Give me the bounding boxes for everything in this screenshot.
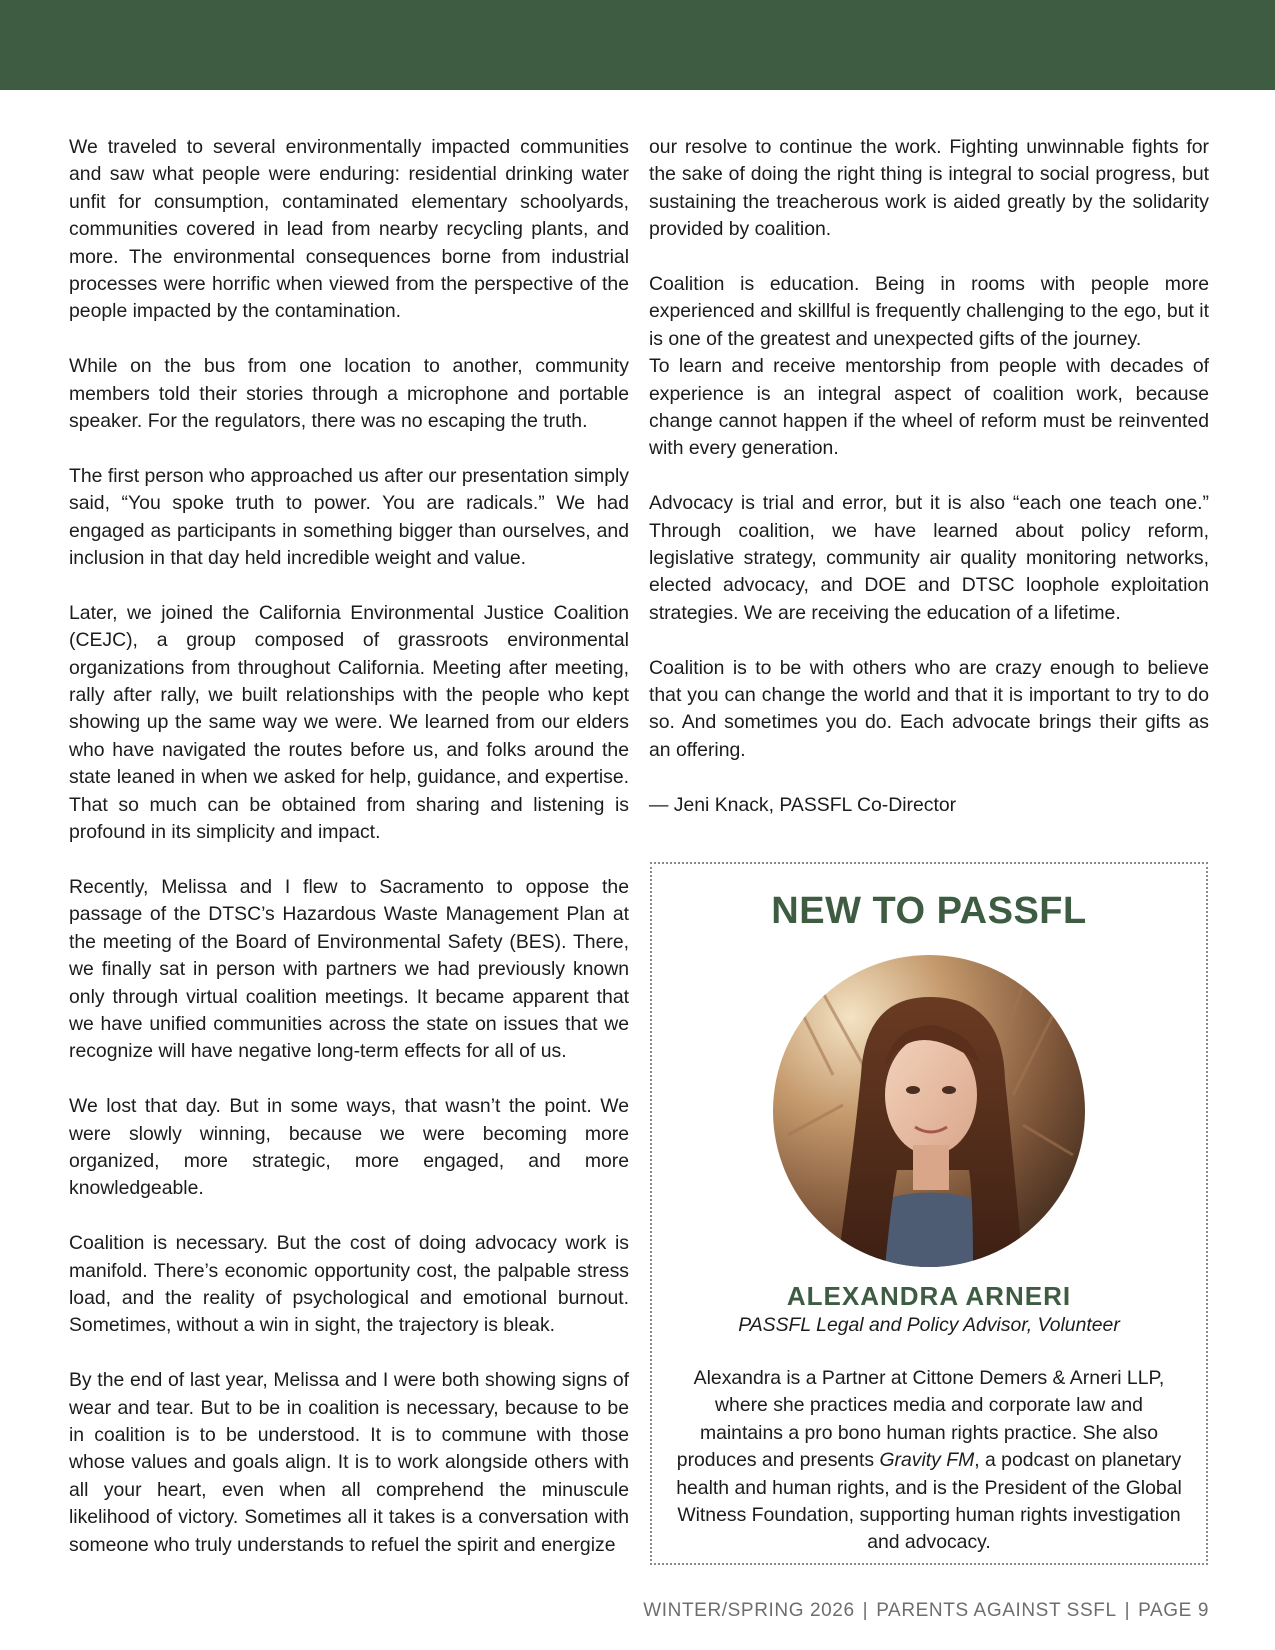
header-bar	[0, 0, 1275, 90]
article-paragraph: We traveled to several environmentally impacted communities and saw what people were enduring: residential drinking water unfit for consumption, contaminated elementary schoolyards, communities covered in lead from nearby recycling plants, and more. The environmental consequences borne from industrial processes were horrific when viewed from the perspective of the people impacted by the contamination.	[69, 136, 629, 323]
new-member-sidebar	[650, 862, 1208, 1565]
podcast-title: Gravity FM	[879, 1449, 975, 1472]
bio-text: , a podcast on planetary health and human rights, and is the President of the Global Witness Foundation, supporting human rights investigation and advocacy.	[676, 1449, 1182, 1554]
article-paragraph: Advocacy is trial and error, but it is also “each one teach one.” Through coalition, we have learned about policy reform, legislative strategy, community air quality monitoring networks, elected advocacy, and DOE and DTSC loophole exploitation strategies. We are receiving the education of a lifetime.	[649, 492, 1209, 624]
article-paragraph: our resolve to continue the work. Fighting unwinnable fights for the sake of doing the right thing is integral to social progress, but sustaining the treacherous work is aided greatly by the solidarity provided by coalition.	[649, 136, 1209, 241]
article-paragraph: Later, we joined the California Environmental Justice Coalition (CEJC), a group composed of grassroots environmental organizations from throughout California. Meeting after meeting, rally after rally, we built relationships with the people who kept showing up the same way we were. We learned from our elders who have navigated the routes before us, and folks around the state leaned in when we asked for help, guidance, and expertise. That so much can be obtained from sharing and listening is profound in its simplicity and impact.	[69, 601, 629, 844]
footer-separator: |	[1124, 1600, 1131, 1621]
article-paragraph: We lost that day. But in some ways, that wasn’t the point. We were slowly winning, because we were becoming more organized, more strategic, more engaged, and more knowledgeable.	[69, 1095, 629, 1200]
article-paragraph: Coalition is education. Being in rooms with people more experienced and skillful is frequently challenging to the ego, but it is one of the greatest and unexpected gifts of the journey.	[649, 273, 1209, 350]
member-role: PASSFL Legal and Policy Advisor, Volunteer	[738, 1314, 1120, 1336]
author-signature: — Jeni Knack, PASSFL Co-Director	[649, 793, 957, 816]
footer-page-number: PAGE 9	[1138, 1600, 1209, 1621]
article-paragraph: Coalition is necessary. But the cost of doing advocacy work is manifold. There’s economic opportunity cost, the palpable stress load, and the reality of psychological and emotional burnout. Sometimes, without a win in sight, the trajectory is bleak.	[69, 1232, 629, 1337]
bio-text: Alexandra is a Partner at Cittone Demers & Arneri LLP, where she practices media and corporate law and maintains a pro bono human rights practice. She also produces and presents	[676, 1367, 1165, 1472]
member-bio	[674, 1365, 1184, 1557]
sidebar-title: NEW TO PASSFL	[771, 890, 1087, 932]
footer-issue: WINTER/SPRING 2026	[643, 1600, 855, 1621]
article-paragraph: While on the bus from one location to another, community members told their stories through a microphone and portable speaker. For the regulators, there was no escaping the truth.	[69, 355, 629, 433]
article-right-column	[649, 134, 1209, 846]
member-name: ALEXANDRA ARNERI	[786, 1281, 1072, 1311]
footer-publication: PARENTS AGAINST SSFL	[876, 1600, 1117, 1621]
article-paragraph: By the end of last year, Melissa and I were both showing signs of wear and tear. But to be in coalition is necessary, because to be in coalition is to be understood. It is to commune with those whose values and goals align. It is to work alongside others with all your heart, even when all comprehend the minuscule likelihood of victory. Sometimes all it takes is a conversation with someone who truly understands to refuel the spirit and energize	[69, 1369, 629, 1556]
article-paragraph: The first person who approached us after our presentation simply said, “You spoke truth to power. You are radicals.” We had engaged as participants in something bigger than ourselves, and inclusion in that day held incredible weight and value.	[69, 464, 629, 570]
member-portrait	[773, 955, 1085, 1267]
footer-separator: |	[862, 1600, 869, 1621]
article-paragraph: Coalition is to be with others who are crazy enough to believe that you can change the world and that it is important to try to do so. And sometimes you do. Each advocate brings their gifts as an offering.	[649, 656, 1209, 761]
page-footer	[643, 1600, 1209, 1622]
article-left-column	[69, 134, 629, 1559]
article-paragraph: Recently, Melissa and I flew to Sacramento to oppose the passage of the DTSC’s Hazardous Waste Management Plan at the meeting of the Board of Environmental Safety (BES). There, we finally sat in person with partners we had previously known only through virtual coalition meetings. It became apparent that we have unified communities across the state on issues that we recognize will have negative long-term effects for all of us.	[69, 875, 629, 1063]
article-paragraph: To learn and receive mentorship from people with decades of experience is an integral aspect of coalition work, because change cannot happen if the wheel of reform must be reinvented with every generation.	[649, 355, 1209, 460]
